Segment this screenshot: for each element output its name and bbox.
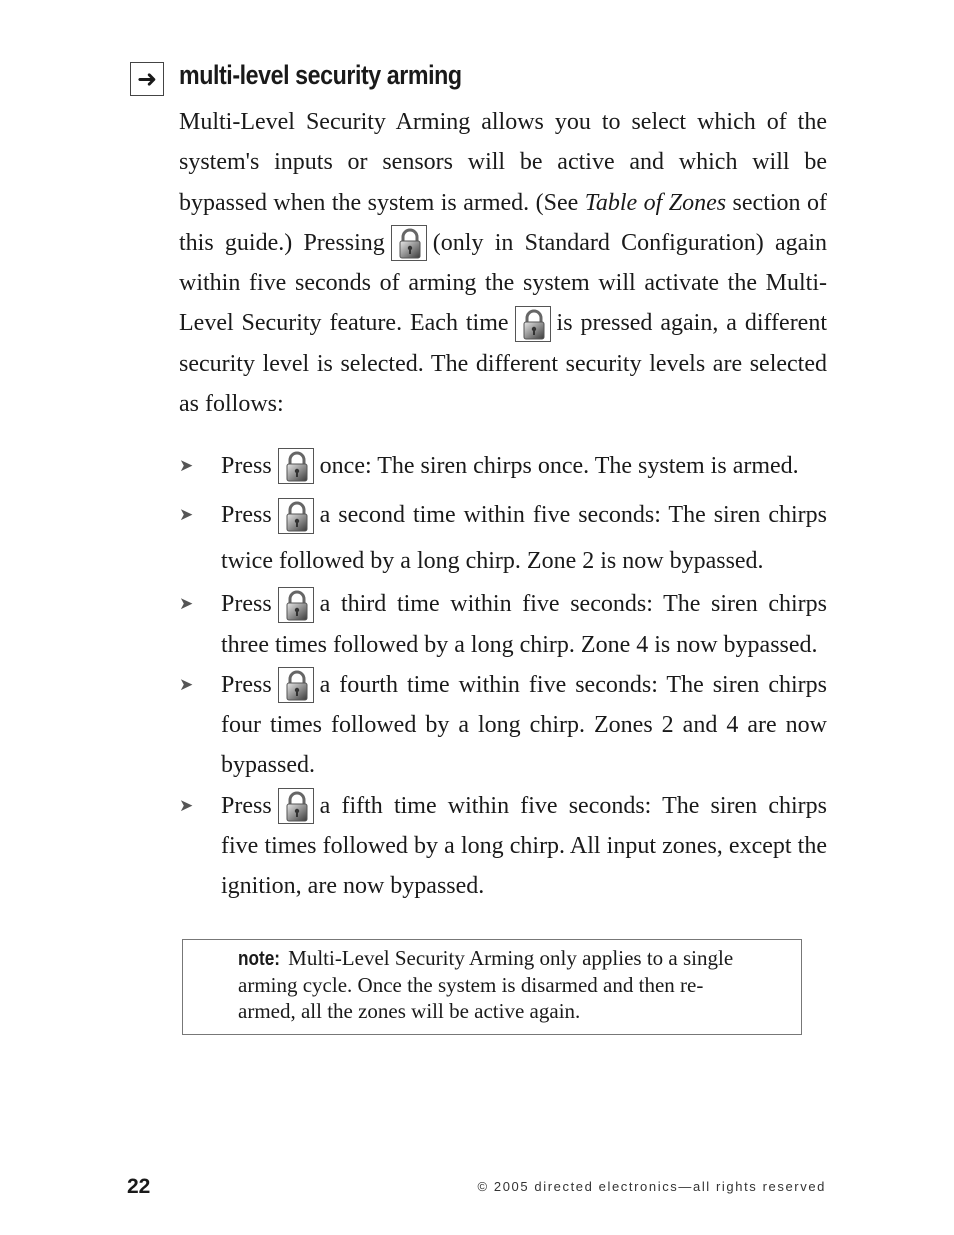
bullet-arrow-icon: ➤ (179, 594, 194, 615)
bullet-arrow-icon: ➤ (179, 456, 194, 476)
press-label: Press (221, 671, 272, 698)
note-box (182, 939, 802, 1035)
bullet-arrow-icon: ➤ (179, 674, 194, 695)
list-item-text: a second time within five seconds: The siren chirps twice followed by a long chirp. Zone 2 is now bypassed. (221, 502, 827, 575)
list-item (179, 492, 827, 584)
lock-icon (278, 667, 314, 703)
list-item (179, 786, 827, 907)
copyright-notice: © 2005 directed electronics—all rights reserved (477, 1179, 826, 1194)
section-title: multi-level security arming (179, 60, 462, 90)
intro-paragraph (179, 102, 827, 424)
lock-icon (278, 448, 314, 484)
press-label: Press (221, 591, 272, 618)
security-level-list (179, 446, 827, 907)
note-body: Multi-Level Security Arming only applies to a single arming cycle. Once the system is disarmed and then re-armed, all the zones will be active again. (238, 946, 734, 1023)
lock-icon (391, 225, 427, 261)
list-item (179, 446, 827, 486)
intro-text-2: section of this guide.) Pressing (179, 189, 827, 256)
arrow-icon: ➜ (130, 62, 164, 96)
list-item (179, 584, 827, 665)
intro-text-4: is pressed again, a different security level is selected. The different security levels are selected as follows: (179, 310, 828, 418)
press-label: Press (221, 502, 272, 529)
bullet-arrow-icon: ➤ (179, 505, 194, 526)
list-item-text: once: The siren chirps once. The system is armed. (319, 453, 799, 479)
intro-text-1: Multi-Level Security Arming allows you to select which of the system's inputs or sensors will be active and which will be bypassed when the system is armed. (See (179, 109, 827, 216)
table-of-zones-reference: Table of Zones (584, 189, 727, 216)
lock-icon (278, 587, 314, 623)
list-item-text: a fifth time within five seconds: The siren chirps five times followed by a long chirp. All input zones, except the ignition, are now bypassed. (221, 792, 827, 900)
press-label: Press (221, 792, 272, 819)
note-text (238, 945, 748, 1024)
list-item-text: a fourth time within five seconds: The siren chirps four times followed by a long chirp. Zones 2 and 4 are now bypassed. (221, 671, 827, 779)
lock-icon (278, 788, 314, 824)
bullet-arrow-icon: ➤ (179, 795, 194, 816)
lock-icon (278, 498, 314, 534)
intro-text-3: (only in Standard Configuration) again within five seconds of arming the system will activate the Multi-Level Security feature. Each time (179, 229, 827, 337)
list-item (179, 665, 827, 786)
press-label: Press (221, 453, 272, 479)
list-item-text: a third time within five seconds: The siren chirps three times followed by a long chirp. Zone 4 is now bypassed. (221, 591, 827, 658)
page-number: 22 (127, 1175, 151, 1198)
note-label: note: (238, 948, 281, 970)
lock-icon (515, 306, 551, 342)
